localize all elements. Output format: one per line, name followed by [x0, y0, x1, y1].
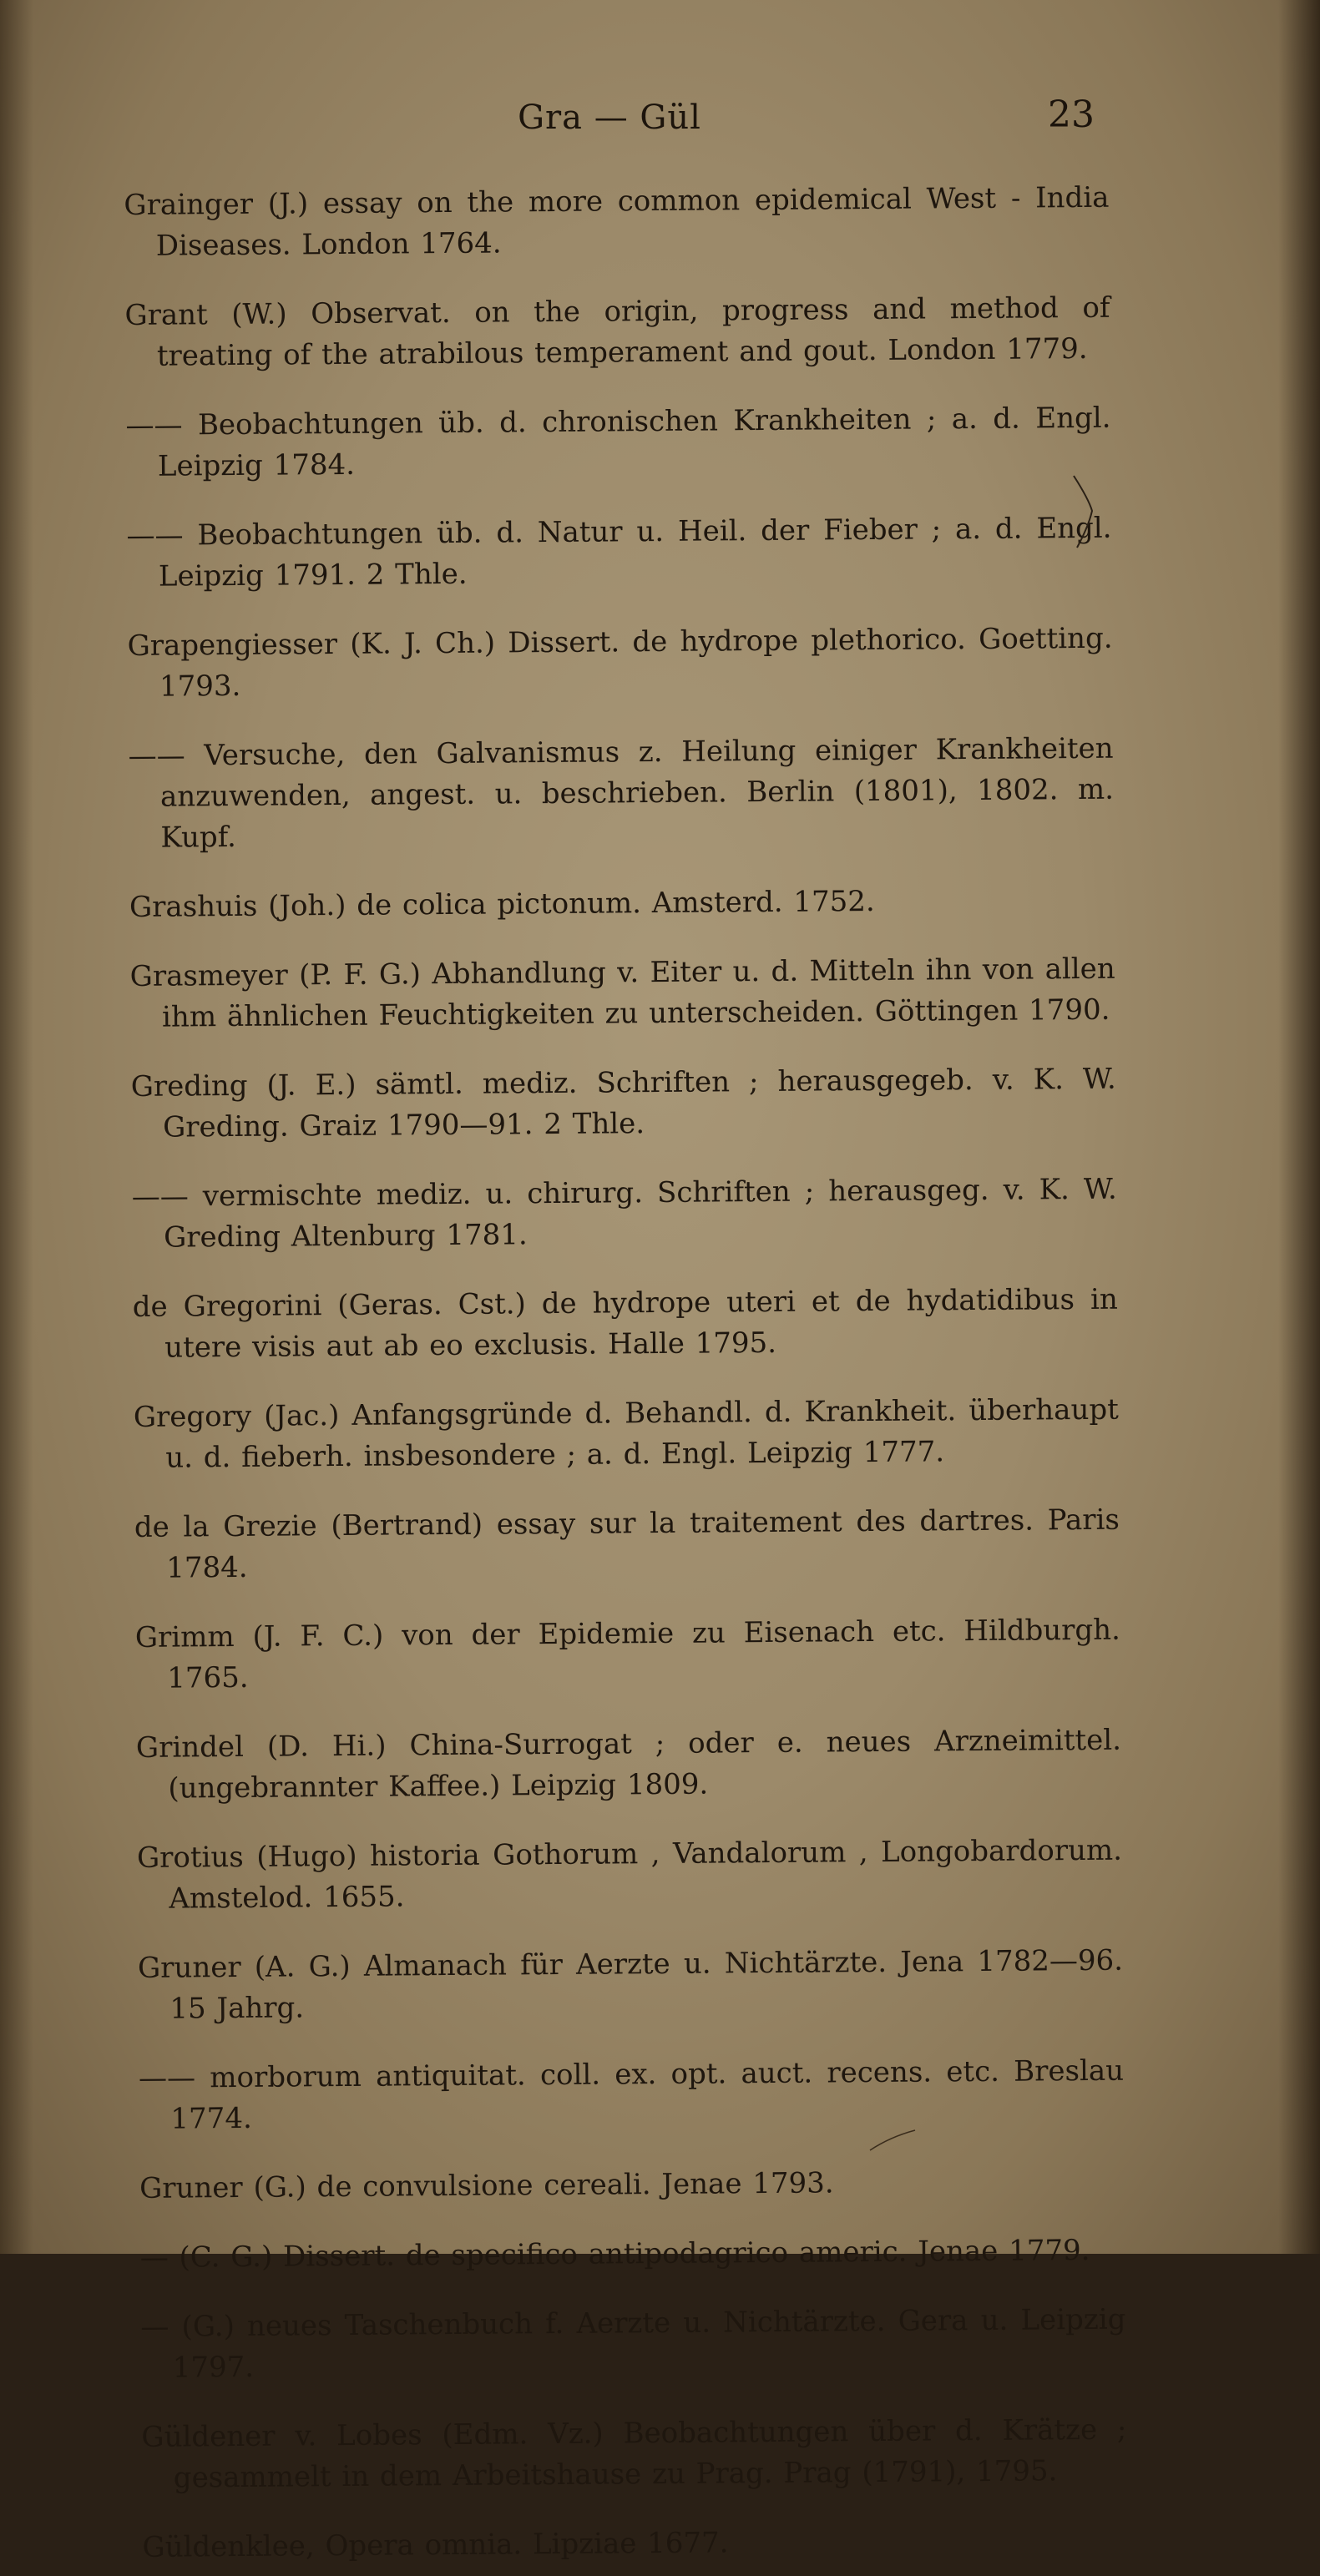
bibliography-entry: —— morborum antiquitat. coll. ex. opt. auct. recens. etc. Breslau 1774.: [138, 2053, 1125, 2136]
bibliography-entry: — (C. G.) Dissert. de specifico antipodagrico americ. Jenae 1779.: [139, 2233, 1090, 2275]
bibliography-entry: —— Beobachtungen üb. d. chronischen Krankheiten ; a. d. Engl. Leipzig 1784.: [125, 401, 1111, 483]
bibliography-entry: Grant (W.) Observat. on the origin, progress and method of treating of the atrabilous temperament and gout. London 1779.: [124, 290, 1110, 373]
bibliography-entry: de Gregorini (Geras. Cst.) de hydrope uteri et de hydatidibus in utere visis aut ab eo exclusis. Halle 1795.: [132, 1282, 1118, 1365]
bibliography-entry: Gruner (A. G.) Almanach für Aerzte u. Nichtärzte. Jena 1782—96. 15 Jahrg.: [137, 1943, 1124, 2026]
pencil-stroke-mark: [868, 2129, 918, 2154]
bibliography-entry: de la Grezie (Bertrand) essay sur la traitement des dartres. Paris 1784.: [134, 1503, 1120, 1585]
running-head: Gra — Gül: [518, 98, 701, 137]
bibliography-list: [124, 149, 1128, 2576]
page-number: 23: [1048, 93, 1095, 136]
bibliography-entry: Grotius (Hugo) historia Gothorum , Vandalorum , Longobardorum. Amstelod. 1655.: [136, 1833, 1123, 1916]
bibliography-entry: Güldenklee, Opera omnia. Lipziae 1677.: [142, 2526, 729, 2564]
bibliography-entry: Güldener v. Lobes (Edm. Vz.) Beobachtungen über d. Krätze ; gesammelt in dem Arbeitshause zu Prag. Prag (1791), 1795.: [141, 2412, 1127, 2495]
bibliography-entry: Greding (J. E.) sämtl. mediz. Schriften ; herausgegeb. v. K. W. Greding. Graiz 1790—91. 2 Thle.: [130, 1062, 1116, 1144]
bibliography-entry: Grasmeyer (P. F. G.) Abhandlung v. Eiter u. d. Mitteln ihn von allen ihm ähnlichen Feuchtigkeiten zu unterscheiden. Göttingen 1790.: [129, 952, 1115, 1034]
bibliography-entry: Grindel (D. Hi.) China-Surrogat ; oder e. neues Arzneimittel. (ungebrannter Kaffee.) Leipzig 1809.: [135, 1723, 1122, 1806]
bibliography-entry: Gruner (G.) de convulsione cereali. Jenae 1793.: [139, 2166, 834, 2205]
bibliography-entry: — (G.) neues Taschenbuch f. Aerzte u. Nichtärzte. Gera u. Leipzig 1797.: [140, 2302, 1126, 2385]
bibliography-entry: —— Versuche, den Galvanismus z. Heilung einiger Krankheiten anzuwenden, angest. u. beschrieben. Berlin (1801), 1802. m. Kupf.: [128, 731, 1115, 855]
bibliography-entry: Grashuis (Joh.) de colica pictonum. Amsterd. 1752.: [129, 884, 875, 924]
bibliography-entry: Grimm (J. F. C.) von der Epidemie zu Eisenach etc. Hildburgh. 1765.: [134, 1613, 1121, 1695]
page-header: [0, 93, 1320, 149]
bibliography-entry: Gregory (Jac.) Anfangsgründe d. Behandl. d. Krankheit. überhaupt u. d. fieberh. insbesondere ; a. d. Engl. Leipzig 1777.: [133, 1392, 1119, 1475]
pencil-bracket-mark: [1070, 474, 1095, 549]
bibliography-entry: Grapengiesser (K. J. Ch.) Dissert. de hydrope plethorico. Goetting. 1793.: [127, 621, 1113, 704]
bibliography-entry: Grainger (J.) essay on the more common epidemical West - India Diseases. London 1764.: [124, 180, 1110, 263]
bibliography-entry: —— vermischte mediz. u. chirurg. Schriften ; herausgeg. v. K. W. Greding Altenburg 1781.: [131, 1172, 1117, 1255]
bibliography-entry: —— Beobachtungen üb. d. Natur u. Heil. der Fieber ; a. d. Engl. Leipzig 1791. 2 Thle.: [126, 511, 1112, 593]
